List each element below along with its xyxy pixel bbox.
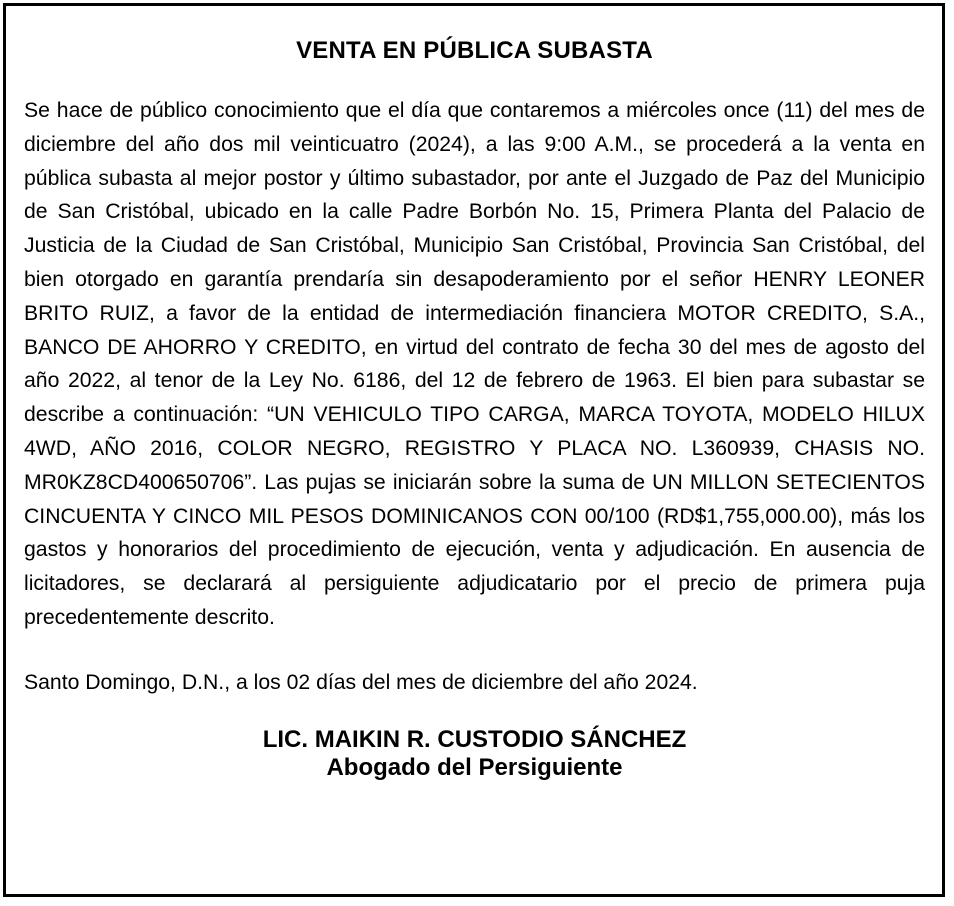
signatory-name: LIC. MAIKIN R. CUSTODIO SÁNCHEZ — [262, 725, 687, 753]
notice-date-line: Santo Domingo, D.N., a los 02 días del mes de diciembre del año 2024. — [24, 670, 698, 694]
notice-title: VENTA EN PÚBLICA SUBASTA — [296, 37, 653, 64]
notice-body: Se hace de público conocimiento que el día que contaremos a miércoles once (11) del mes de diciembre del año dos mil veinticuatro (2024), a las 9:00 A.M., se procederá a la venta en pública subasta al mejor postor y último subastador, por ante el Juzgado de Paz del Municipio de San Cristóbal, ubicado en la calle Padre Borbón No. 15, Primera Planta del Palacio de Justicia de la Ciudad de San Cristóbal, Municipio San Cristóbal, Provincia San Cristóbal, del bien otorgado en garantía prendaría sin desapoderamiento por el señor HENRY LEONER BRITO RUIZ, a favor de la entidad de intermediación financiera MOTOR CREDITO, S.A., BANCO DE AHORRO Y CREDITO, en virtud del contrato de fecha 30 del mes de agosto del año 2022, al tenor de la Ley No. 6186, del 12 de febrero de 1963. El bien para subastar se describe a continuación: “UN VEHICULO TIPO CARGA, MARCA TOYOTA, MODELO HILUX 4WD, AÑO 2016, COLOR NEGRO, REGISTRO Y PLACA NO. L360939, CHASIS NO. MR0KZ8CD400650706”. Las pujas se iniciarán sobre la suma de UN MILLON SETECIENTOS CINCUENTA Y CINCO MIL PESOS DOMINICANOS CON 00/100 (RD$1,755,000.00), más los gastos y honorarios del procedimiento de ejecución, venta y adjudicación. En ausencia de licitadores, se declarará al persiguiente adjudicatario por el precio de primera puja precedentemente descrito. — [24, 99, 925, 629]
legal-notice — [3, 3, 945, 897]
signature-block — [24, 726, 925, 782]
signatory-role: Abogado del Persiguiente — [326, 753, 623, 781]
